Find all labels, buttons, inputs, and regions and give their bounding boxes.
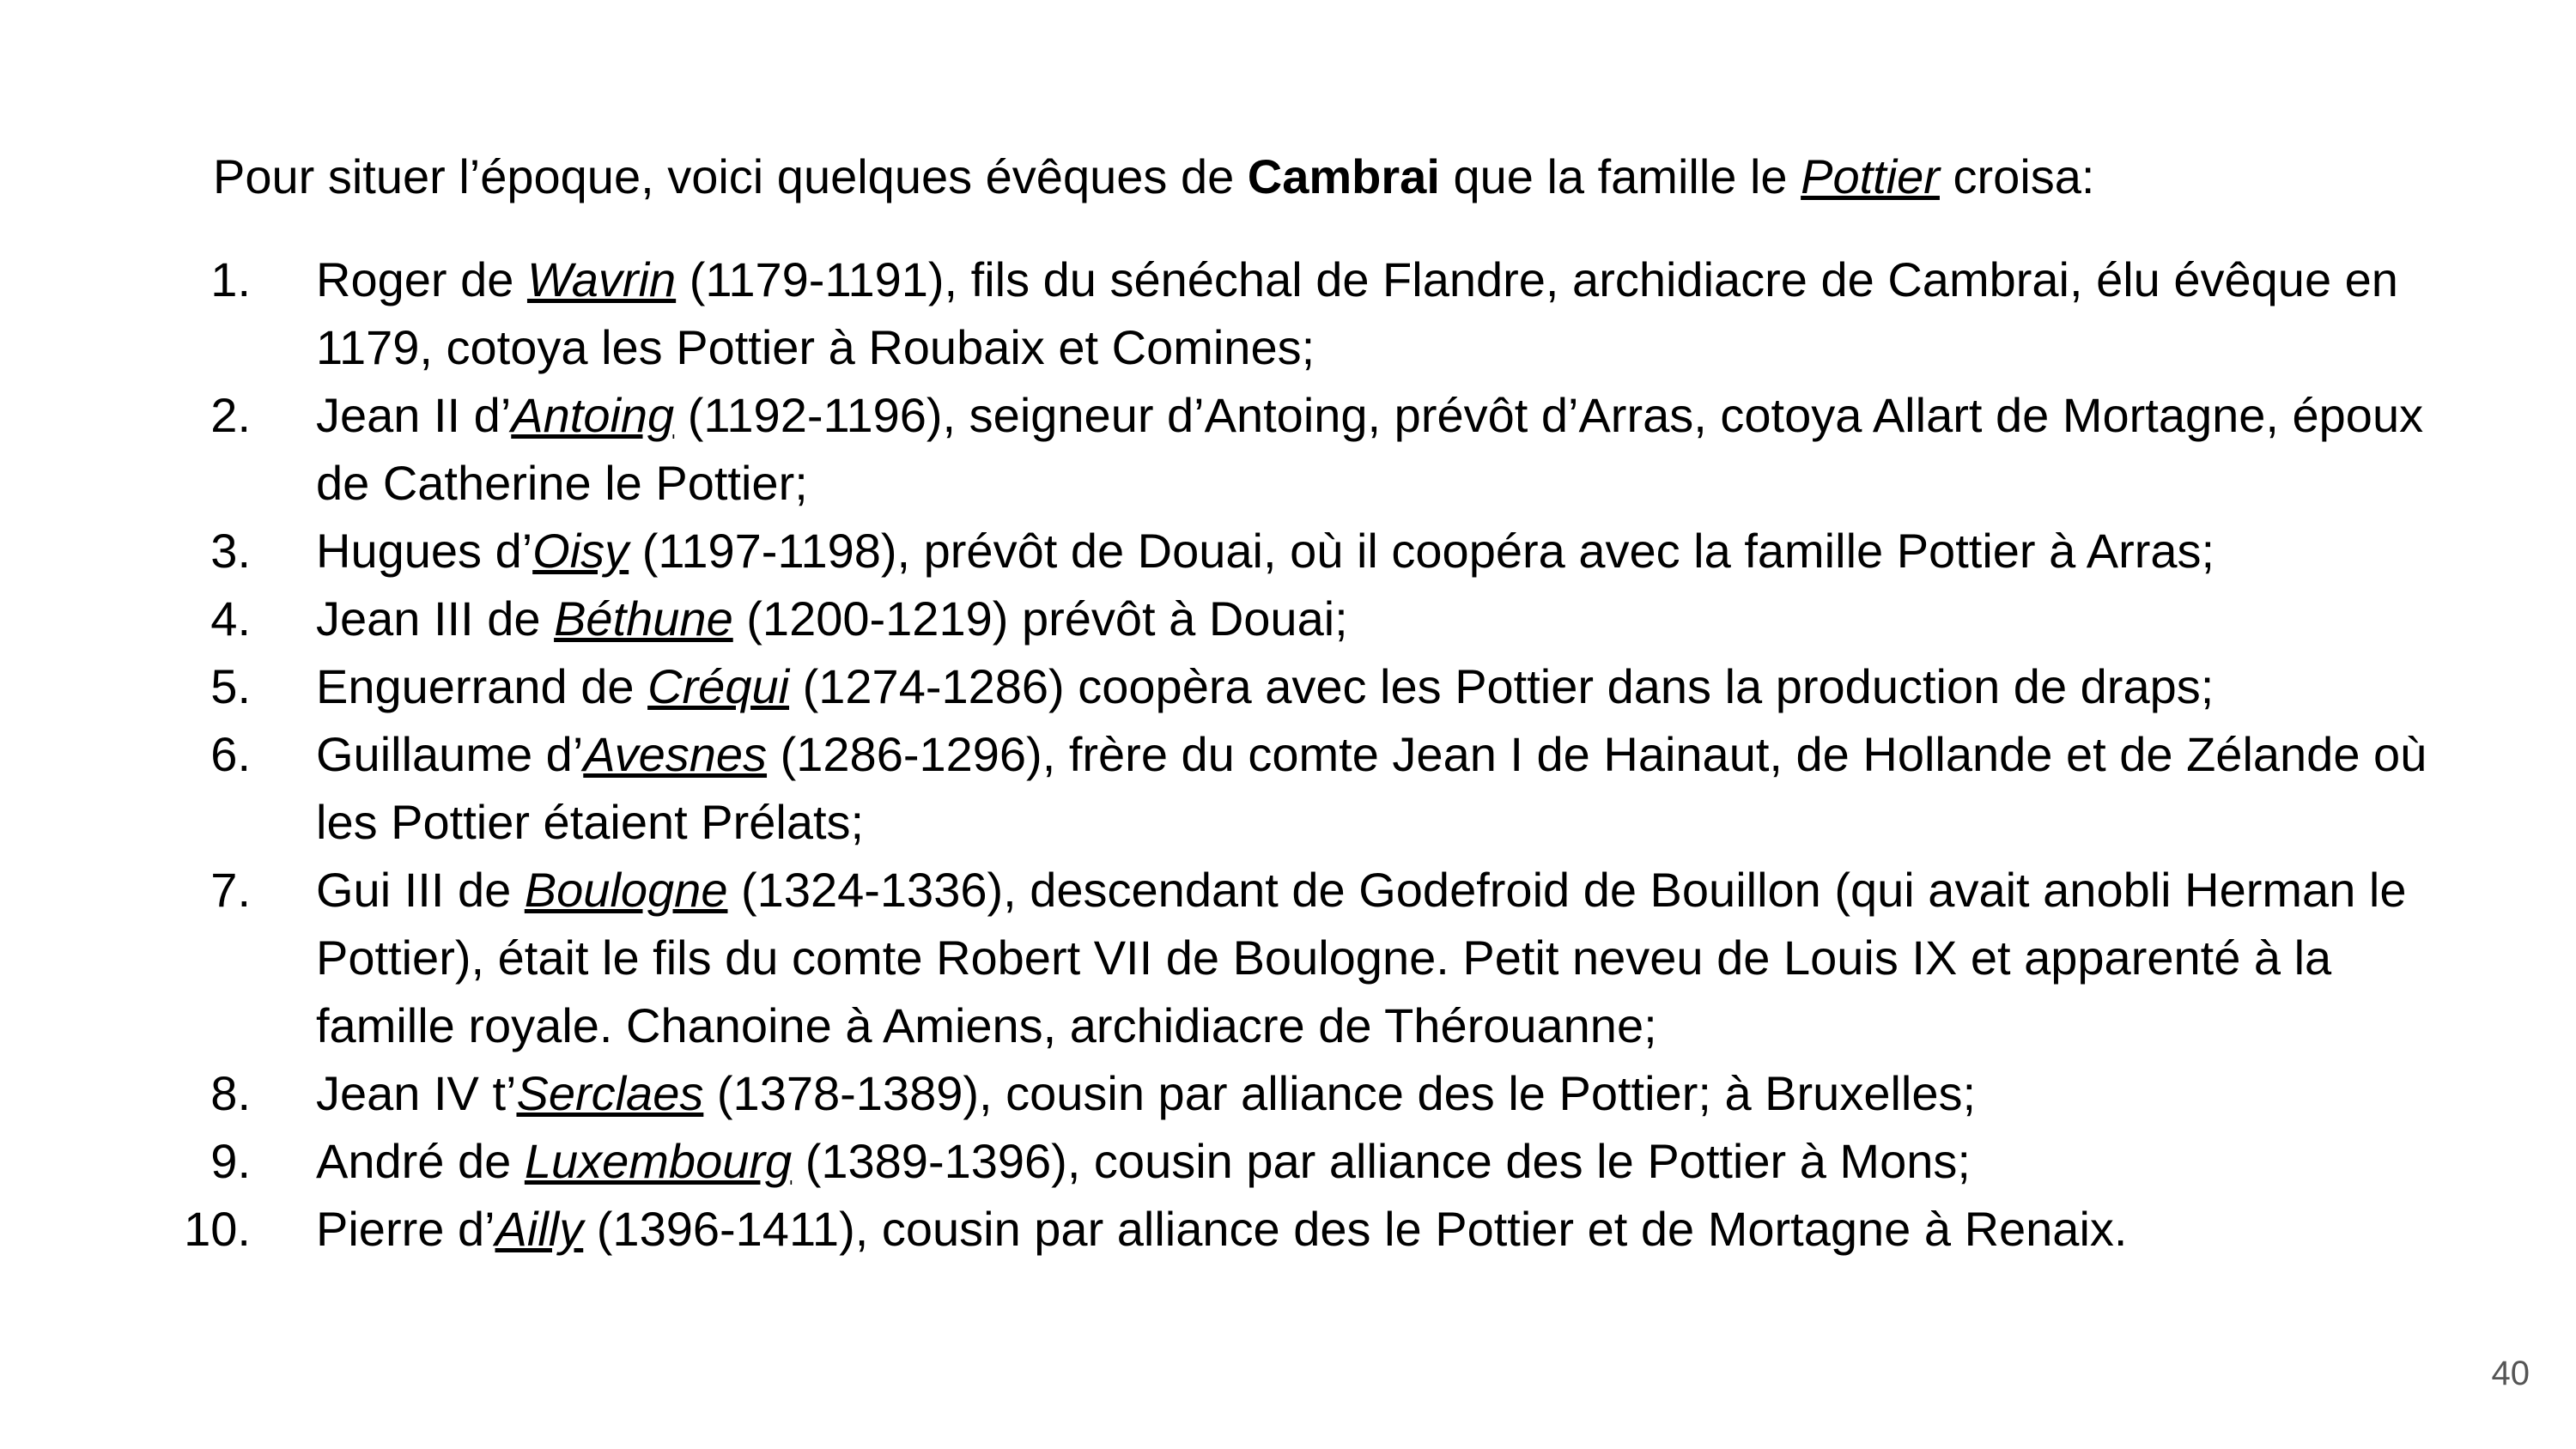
bishops-list (163, 246, 2482, 1263)
intro-paragraph (213, 142, 2094, 211)
item-post: (1200-1219) prévôt à Douai; (732, 591, 1348, 646)
item-pre: Jean II d’ (316, 388, 512, 442)
item-post: (1396-1411), cousin par alliance des le Pottier et de Mortagne à Renaix. (583, 1202, 2128, 1256)
list-item (163, 1127, 2482, 1195)
item-name-underline (495, 1202, 584, 1256)
item-name: Béthune (554, 591, 733, 646)
item-name: Oisy (532, 524, 629, 578)
list-item (163, 1059, 2482, 1127)
item-pre: Gui III de (316, 863, 525, 917)
item-pre: Guillaume d’ (316, 727, 584, 781)
item-name-underline (554, 591, 733, 646)
intro-emph-pottier: Pottier (1801, 149, 1940, 203)
list-number: 5. (210, 659, 251, 713)
item-name-underline (647, 659, 789, 713)
item-name-underline (525, 1134, 792, 1188)
list-number: 1. (210, 252, 251, 306)
item-post: (1324-1336), descendant de Godefroid de Bouillon (qui avait anobli Herman le Pottier), était le fils du comte Robert VII de Boulogne. Petit neveu de Louis IX et apparenté à la famille royale. Chanoine à Amiens, archidiacre de Thérouanne; (316, 863, 2407, 1052)
list-item (163, 856, 2482, 1059)
item-pre: Hugues d’ (316, 524, 533, 578)
item-name-underline (516, 1066, 703, 1120)
list-item (163, 652, 2482, 720)
item-name-underline (525, 863, 728, 917)
page-number: 40 (2491, 1355, 2530, 1392)
intro-emph-link (1801, 149, 1940, 203)
intro-bold-cambrai: Cambrai (1247, 149, 1440, 203)
item-pre: Roger de (316, 252, 527, 306)
item-post: (1179-1191), fils du sénéchal de Flandre, archidiacre de Cambrai, élu évêque en 1179, cotoya les Pottier à Roubaix et Comines; (316, 252, 2398, 374)
list-number: 6. (210, 727, 251, 781)
list-number: 7. (210, 863, 251, 917)
item-name-underline (532, 524, 629, 578)
list-number: 4. (210, 591, 251, 646)
item-name: Luxembourg (524, 1134, 793, 1188)
item-pre: Enguerrand de (316, 659, 648, 713)
item-name: Ailly (495, 1202, 584, 1256)
item-post: (1274-1286) coopèra avec les Pottier dans la production de draps; (789, 659, 2215, 713)
item-name: Wavrin (526, 252, 677, 306)
item-name-underline (527, 252, 676, 306)
intro-suffix: croisa: (1939, 149, 2095, 203)
item-post: (1192-1196), seigneur d’Antoing, prévôt d’Arras, cotoya Allart de Mortagne, époux de Catherine le Pottier; (316, 388, 2424, 510)
list-item (163, 720, 2482, 856)
item-name: Avesnes (583, 727, 768, 781)
item-post: (1389-1396), cousin par alliance des le Pottier à Mons; (792, 1134, 1971, 1188)
item-name-underline (583, 727, 767, 781)
item-name: Boulogne (524, 863, 728, 917)
item-post: (1378-1389), cousin par alliance des le Pottier; à Bruxelles; (703, 1066, 1977, 1120)
item-name: Antoing (511, 388, 675, 442)
item-pre: Jean III de (316, 591, 555, 646)
item-post: (1197-1198), prévôt de Douai, où il coopéra avec la famille Pottier à Arras; (629, 524, 2215, 578)
item-pre: Pierre d’ (316, 1202, 495, 1256)
list-item (163, 1195, 2482, 1263)
list-number: 10. (184, 1202, 251, 1256)
list-item (163, 585, 2482, 652)
item-post: (1286-1296), frère du comte Jean I de Hainaut, de Hollande et de Zélande où les Pottier étaient Prélats; (316, 727, 2427, 849)
list-number: 3. (210, 524, 251, 578)
intro-prefix: Pour situer l’époque, voici quelques évêques de (213, 149, 1248, 203)
item-name-underline (511, 388, 674, 442)
item-name: Créqui (647, 659, 790, 713)
list-number: 2. (210, 388, 251, 442)
list-item (163, 517, 2482, 585)
list-item (163, 381, 2482, 517)
item-name: Serclaes (516, 1066, 704, 1120)
list-item (163, 246, 2482, 381)
item-pre: André de (316, 1134, 525, 1188)
intro-middle: que la famille le (1439, 149, 1801, 203)
list-number: 9. (210, 1134, 251, 1188)
list-number: 8. (210, 1066, 251, 1120)
item-pre: Jean IV t’ (316, 1066, 517, 1120)
